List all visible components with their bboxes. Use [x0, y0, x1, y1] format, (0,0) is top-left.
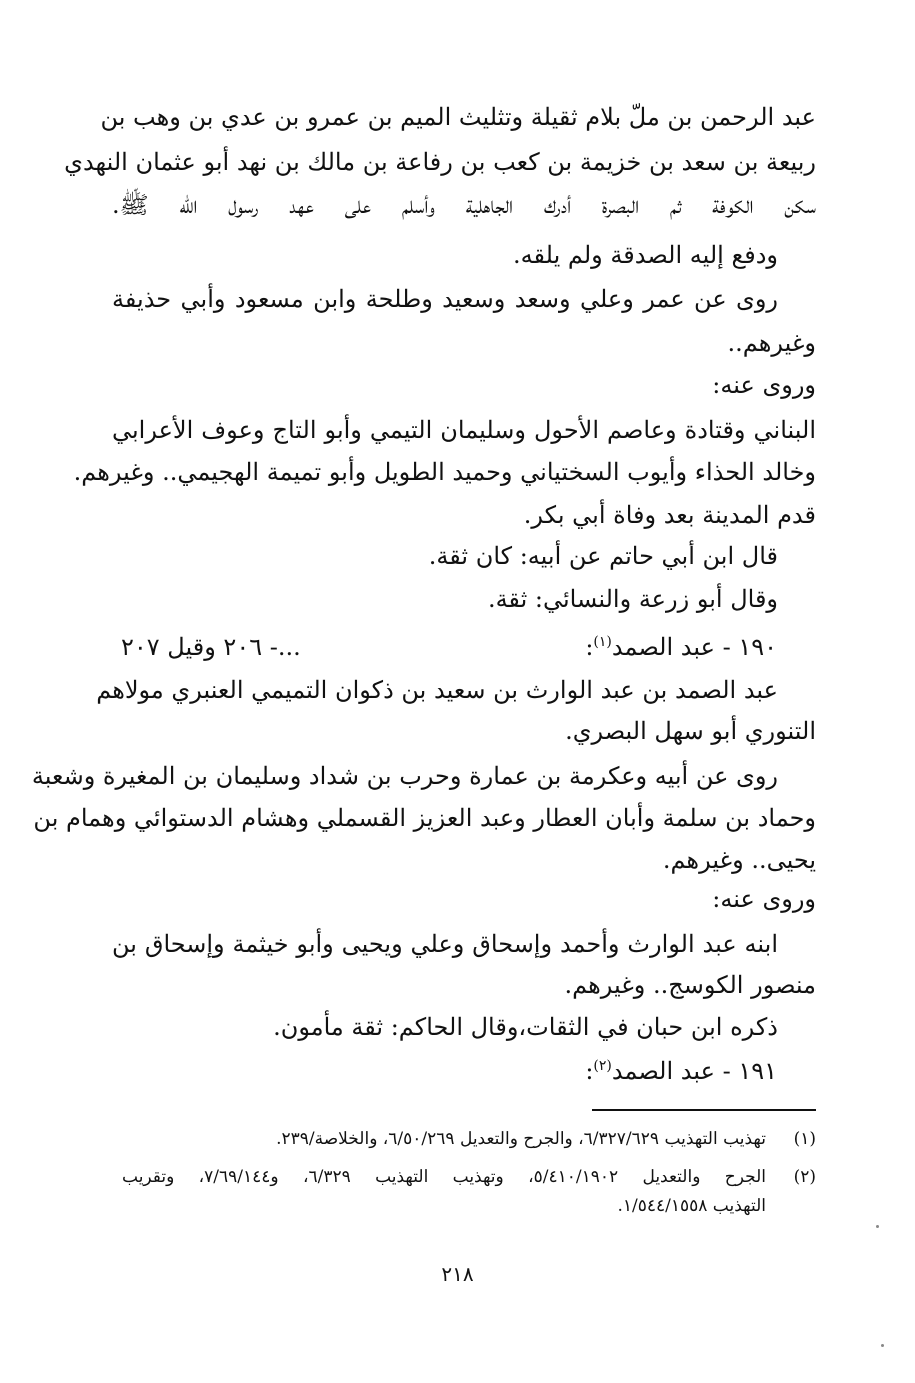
- footnote-separator: [592, 1109, 816, 1111]
- entry-190-narrated-by-label: وروى عنه:: [712, 885, 816, 913]
- narrated-from-line-1: روى عن عمر وعلي وسعد وسعيد وطلحة وابن مسعود وأبي حذيفة: [112, 285, 778, 313]
- page-number: ٢١٨: [441, 1262, 474, 1286]
- narrated-by-line-1: البناني وقتادة وعاصم الأحول وسليمان التيمي وأبو التاج وعوف الأعرابي: [112, 416, 816, 444]
- footnote-2-text-line-2: التهذيب ١/٥٤٤/١٥٥٨.: [617, 1196, 766, 1216]
- footnote-1-number: (١): [793, 1129, 816, 1149]
- grading-line-1: قال ابن أبي حاتم عن أبيه: كان ثقة.: [428, 542, 778, 570]
- footnote-ref-1[interactable]: (١): [593, 634, 612, 650]
- entry-190-narrated-by-2: منصور الكوسج.. وغيرهم.: [564, 971, 816, 999]
- entry-190-lineage-2: التنوري أبو سهل البصري.: [565, 717, 816, 745]
- entry-190-title: ١٩٠ - عبد الصمد$^{(١)}$:: [585, 633, 777, 661]
- entry-190-dates: ...- ٢٠٦ وقيل ٢٠٧: [121, 633, 301, 661]
- scan-speck: [876, 1225, 879, 1228]
- footnote-ref-2[interactable]: (٢): [593, 1058, 612, 1074]
- entry-191-title: ١٩١ - عبد الصمد$^{(٢)}$:: [585, 1057, 777, 1085]
- footnote-2: [122, 1163, 816, 1191]
- entry-190-grading: ذكره ابن حبان في الثقات،وقال الحاكم: ثقة مأمون.: [273, 1013, 778, 1041]
- arrival-line: قدم المدينة بعد وفاة أبي بكر.: [523, 501, 816, 529]
- footnote-1-text: تهذيب التهذيب ٦/٣٢٧/٦٢٩، والجرح والتعديل ٦/٥٠/٢٦٩، والخلاصة/٢٣٩.: [276, 1129, 766, 1149]
- bio-line-3: سكن الكوفة ثم البصرة أدرك الجاهلية وأسلم على عهد رسول الله ﷺ.: [112, 191, 816, 219]
- bio-line-2: ربيعة بن سعد بن خزيمة بن كعب بن رفاعة بن مالك بن نهد أبو عثمان النهدي: [64, 148, 816, 176]
- grading-line-2: وقال أبو زرعة والنسائي: ثقة.: [487, 585, 778, 613]
- footnote-2-number: (٢): [793, 1167, 816, 1187]
- narrated-by-label: وروى عنه:: [712, 371, 816, 399]
- entry-190-narrated-by-1: ابنه عبد الوارث وأحمد وإسحاق وعلي ويحيى وأبو خيثمة وإسحاق بن: [112, 930, 778, 958]
- entry-190-narrated-from-2: وحماد بن سلمة وأبان العطار وعبد العزيز القسملي وهشام الدستوائي وهمام بن: [33, 804, 816, 832]
- footnote-2-continued: [122, 1192, 816, 1220]
- footnote-1: [122, 1125, 816, 1153]
- narrated-by-line-2: وخالد الحذاء وأيوب السختياني وحميد الطويل وأبو تميمة الهجيمي.. وغيرهم.: [73, 458, 816, 486]
- entry-190-narrated-from-3: يحيى.. وغيرهم.: [662, 846, 816, 874]
- entry-191-heading: [99, 1056, 815, 1086]
- entry-190-heading: [99, 632, 815, 662]
- scan-speck: [881, 1344, 884, 1347]
- entry-190-lineage-1: عبد الصمد بن عبد الوارث بن سعيد بن ذكوان التميمي العنبري مولاهم: [96, 676, 778, 704]
- footnote-2-text-line-1: الجرح والتعديل ٥/٤١٠/١٩٠٢، وتهذيب التهذيب ٦/٣٢٩، و٧/٦٩/١٤٤، وتقريب: [122, 1167, 766, 1187]
- sadaqa-line: ودفع إليه الصدقة ولم يلقه.: [513, 241, 778, 269]
- narrated-from-line-2: وغيرهم..: [727, 329, 816, 357]
- bio-line-1: عبد الرحمن بن ملّ بلام ثقيلة وتثليث الميم بن عمرو بن عدي بن وهب بن: [100, 103, 816, 131]
- entry-190-narrated-from-1: روى عن أبيه وعكرمة بن عمارة وحرب بن شداد وسليمان بن المغيرة وشعبة: [31, 762, 778, 790]
